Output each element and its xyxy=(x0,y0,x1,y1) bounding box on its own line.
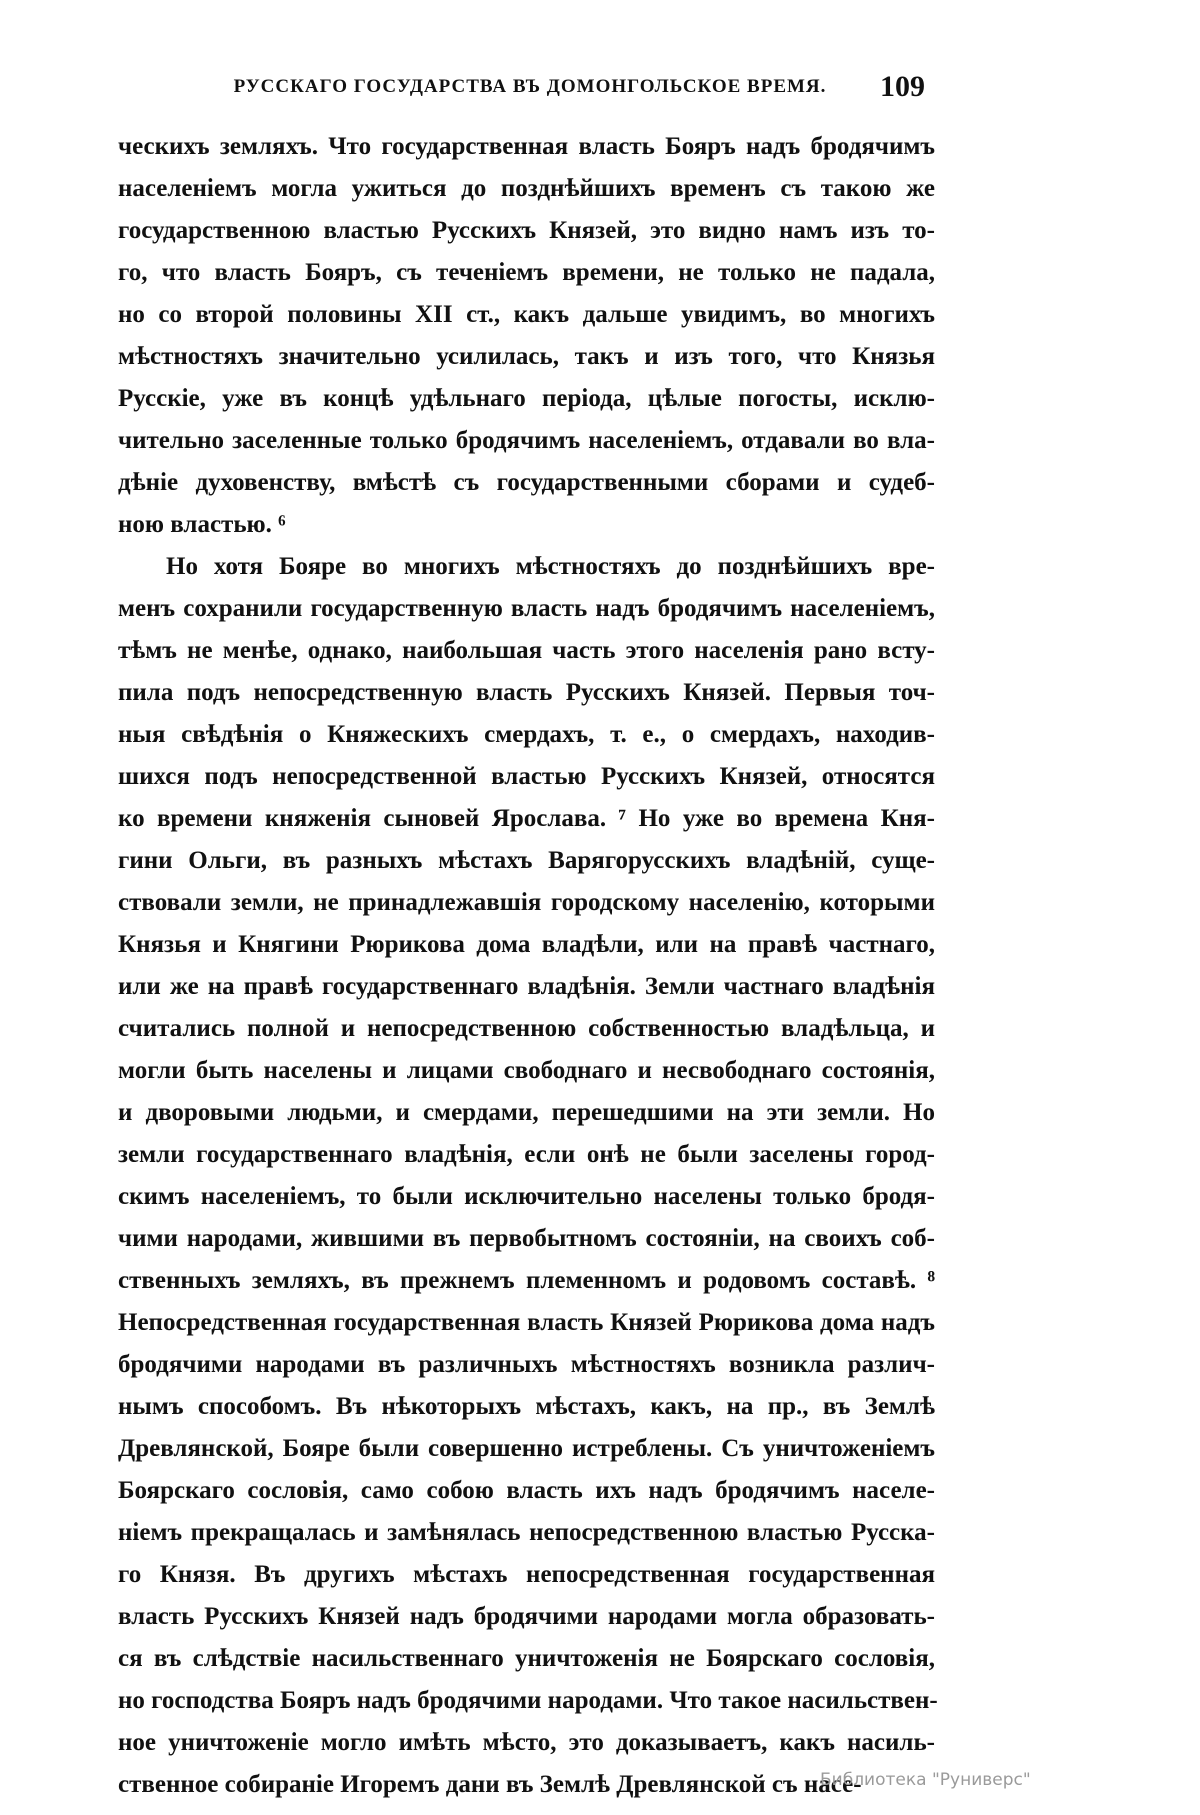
text-line: Древлянской, Бояре были совершенно истреблены. Съ уничтоженіемъ xyxy=(118,1435,935,1462)
text-line: или же на правѣ государственнаго владѣнія. Земли частнаго владѣнія xyxy=(118,973,935,1000)
text-line: ствовали земли, не принадлежавшія городскому населенію, которыми xyxy=(118,889,935,916)
text-line: ное уничтоженіе могло имѣть мѣсто, это доказываетъ, какъ насиль- xyxy=(118,1729,935,1756)
text-line: но со второй половины XII ст., какъ дальше увидимъ, во многихъ xyxy=(118,301,935,328)
text-line: дѣніе духовенству, вмѣстѣ съ государственными сборами и судеб- xyxy=(118,469,935,496)
page-number: 109 xyxy=(880,70,925,103)
library-watermark: Библиотека "Руниверс" xyxy=(820,1770,1031,1790)
text-line: тѣмъ не менѣе, однако, наибольшая часть этого населенія рано всту- xyxy=(118,637,935,664)
text-line: ся въ слѣдствіе насильственнаго уничтоженія не Боярскаго сословія, xyxy=(118,1645,935,1672)
running-title: РУССКАГО ГОСУДАРСТВА ВЪ ДОМОНГОЛЬСКОЕ ВРЕМЯ. xyxy=(233,76,827,97)
text-line: ственныхъ земляхъ, въ прежнемъ племенномъ и родовомъ составѣ. ⁸ xyxy=(118,1267,935,1294)
text-line: Непосредственная государственная власть Князей Рюрикова дома надъ xyxy=(118,1309,935,1336)
text-line: и дворовыми людьми, и смердами, перешедшими на эти земли. Но xyxy=(118,1099,935,1126)
text-line: Боярскаго сословія, само собою власть ихъ надъ бродячимъ населе- xyxy=(118,1477,935,1504)
text-line: го Князя. Въ другихъ мѣстахъ непосредственная государственная xyxy=(118,1561,935,1588)
text-line: бродячими народами въ различныхъ мѣстностяхъ возникла различ- xyxy=(118,1351,935,1378)
text-line: менъ сохранили государственную власть надъ бродячимъ населеніемъ, xyxy=(118,595,935,622)
page-body xyxy=(118,126,938,1806)
text-line: но господства Бояръ надъ бродячими народами. Что такое насильствен- xyxy=(118,1687,938,1714)
text-line: ною властью. ⁶ xyxy=(118,511,286,538)
paragraph xyxy=(118,546,938,1806)
text-line: мѣстностяхъ значительно усилилась, такъ и изъ того, что Князья xyxy=(118,343,935,370)
text-line: Русскіе, уже въ концѣ удѣльнаго періода, цѣлые погосты, исклю- xyxy=(118,385,935,412)
text-line: скимъ населеніемъ, то были исключительно населены только бродя- xyxy=(118,1183,935,1210)
text-line: пила подъ непосредственную власть Русскихъ Князей. Первыя точ- xyxy=(118,679,935,706)
text-line: Но хотя Бояре во многихъ мѣстностяхъ до позднѣйшихъ вре- xyxy=(166,553,935,580)
text-line: ніемъ прекращалась и замѣнялась непосредственною властью Русска- xyxy=(118,1519,935,1546)
text-line: земли государственнаго владѣнія, если онѣ не были заселены город- xyxy=(118,1141,935,1168)
text-line: Князья и Княгини Рюрикова дома владѣли, или на правѣ частнаго, xyxy=(118,931,935,958)
text-line: гини Ольги, въ разныхъ мѣстахъ Варягорусскихъ владѣній, суще- xyxy=(118,847,935,874)
text-line: могли быть населены и лицами свободнаго и несвободнаго состоянія, xyxy=(118,1057,935,1084)
text-line: ко времени княженія сыновей Ярослава. ⁷ Но уже во времена Кня- xyxy=(118,805,935,832)
text-line: власть Русскихъ Князей надъ бродячими народами могла образовать- xyxy=(118,1603,935,1630)
text-line: ныя свѣдѣнія о Княжескихъ смердахъ, т. е., о смердахъ, находив- xyxy=(118,721,935,748)
text-line: нымъ способомъ. Въ нѣкоторыхъ мѣстахъ, какъ, на пр., въ Землѣ xyxy=(118,1393,935,1420)
paragraph xyxy=(118,126,935,546)
text-line: чительно заселенные только бродячимъ населеніемъ, отдавали во вла- xyxy=(118,427,935,454)
text-line: ческихъ земляхъ. Что государственная власть Бояръ надъ бродячимъ xyxy=(118,133,935,160)
text-line: населеніемъ могла ужиться до позднѣйшихъ временъ съ такою же xyxy=(118,175,935,202)
text-line: считались полной и непосредственною собственностью владѣльца, и xyxy=(118,1015,935,1042)
text-line: ственное собираніе Игоремъ дани въ Землѣ Древлянской съ насе- xyxy=(118,1771,862,1798)
text-line: го, что власть Бояръ, съ теченіемъ времени, не только не падала, xyxy=(118,259,935,286)
text-line: шихся подъ непосредственной властью Русскихъ Князей, относятся xyxy=(118,763,935,790)
text-line: чими народами, жившими въ первобытномъ состояніи, на своихъ соб- xyxy=(118,1225,935,1252)
text-line: государственною властью Русскихъ Князей, это видно намъ изъ то- xyxy=(118,217,935,244)
